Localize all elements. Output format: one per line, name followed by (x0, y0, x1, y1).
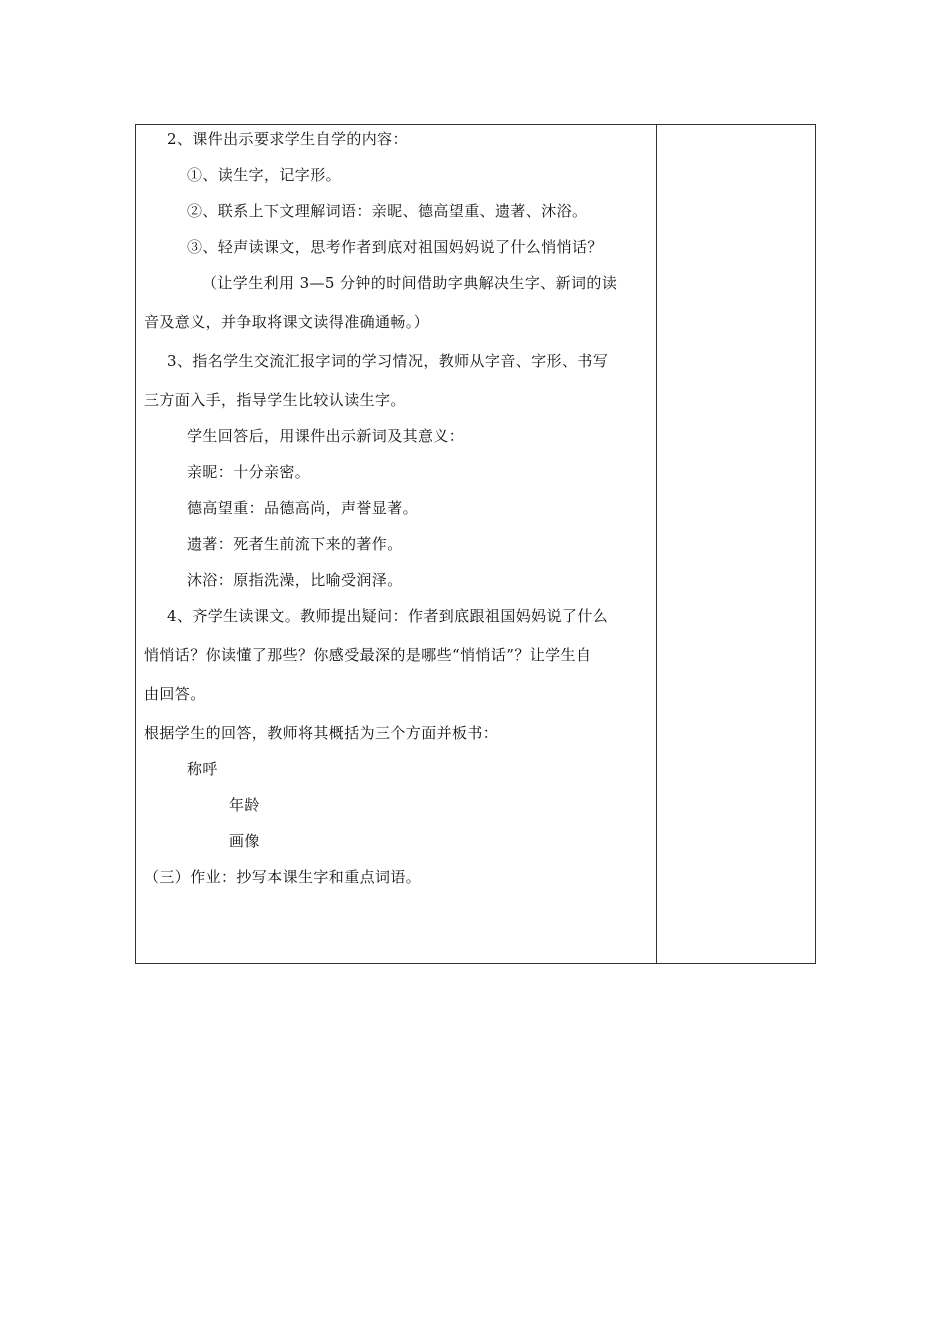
board-item-age: 年龄 (229, 796, 260, 814)
step-4-heading: 4、齐学生读课文。教师提出疑问：作者到底跟祖国妈妈说了什么 (167, 607, 609, 625)
board-item-portrait: 画像 (229, 832, 260, 850)
step-4-cont: 悄悄话？你读懂了那些？你感受最深的是哪些“悄悄话”？让学生自 (144, 646, 592, 664)
word-qinni: 亲昵：十分亲密。 (187, 463, 311, 481)
new-words-intro: 学生回答后，用课件出示新词及其意义： (187, 427, 465, 445)
step-3-heading: 3、指名学生交流汇报字词的学习情况，教师从字音、字形、书写 (167, 352, 609, 370)
word-yizhu: 遗著：死者生前流下来的著作。 (187, 535, 403, 553)
step-2-heading: 2、课件出示要求学生自学的内容： (167, 130, 408, 148)
self-study-note: （让学生利用 3—5 分钟的时间借助字典解决生字、新词的读 (202, 274, 618, 292)
lesson-content-cell (136, 125, 657, 963)
task-read-aloud: ③、轻声读课文，思考作者到底对祖国妈妈说了什么悄悄话？ (187, 238, 603, 256)
board-summary-intro: 根据学生的回答，教师将其概括为三个方面并板书： (144, 724, 499, 742)
lesson-table (135, 124, 816, 964)
task-understand-words: ②、联系上下文理解词语：亲昵、德高望重、遗著、沐浴。 (187, 202, 588, 220)
word-degaowangzhong: 德高望重：品德高尚，声誉显著。 (187, 499, 419, 517)
homework-line: （三）作业：抄写本课生字和重点词语。 (144, 868, 422, 886)
step-3-cont: 三方面入手，指导学生比较认读生字。 (144, 391, 406, 409)
step-4-cont-2: 由回答。 (144, 685, 206, 703)
task-read-characters: ①、读生字，记字形。 (187, 166, 342, 184)
board-item-address: 称呼 (187, 760, 218, 778)
lesson-notes-cell (657, 125, 815, 963)
word-muyu: 沐浴：原指洗澡，比喻受润泽。 (187, 571, 403, 589)
self-study-note-cont: 音及意义，并争取将课文读得准确通畅。） (144, 313, 430, 331)
